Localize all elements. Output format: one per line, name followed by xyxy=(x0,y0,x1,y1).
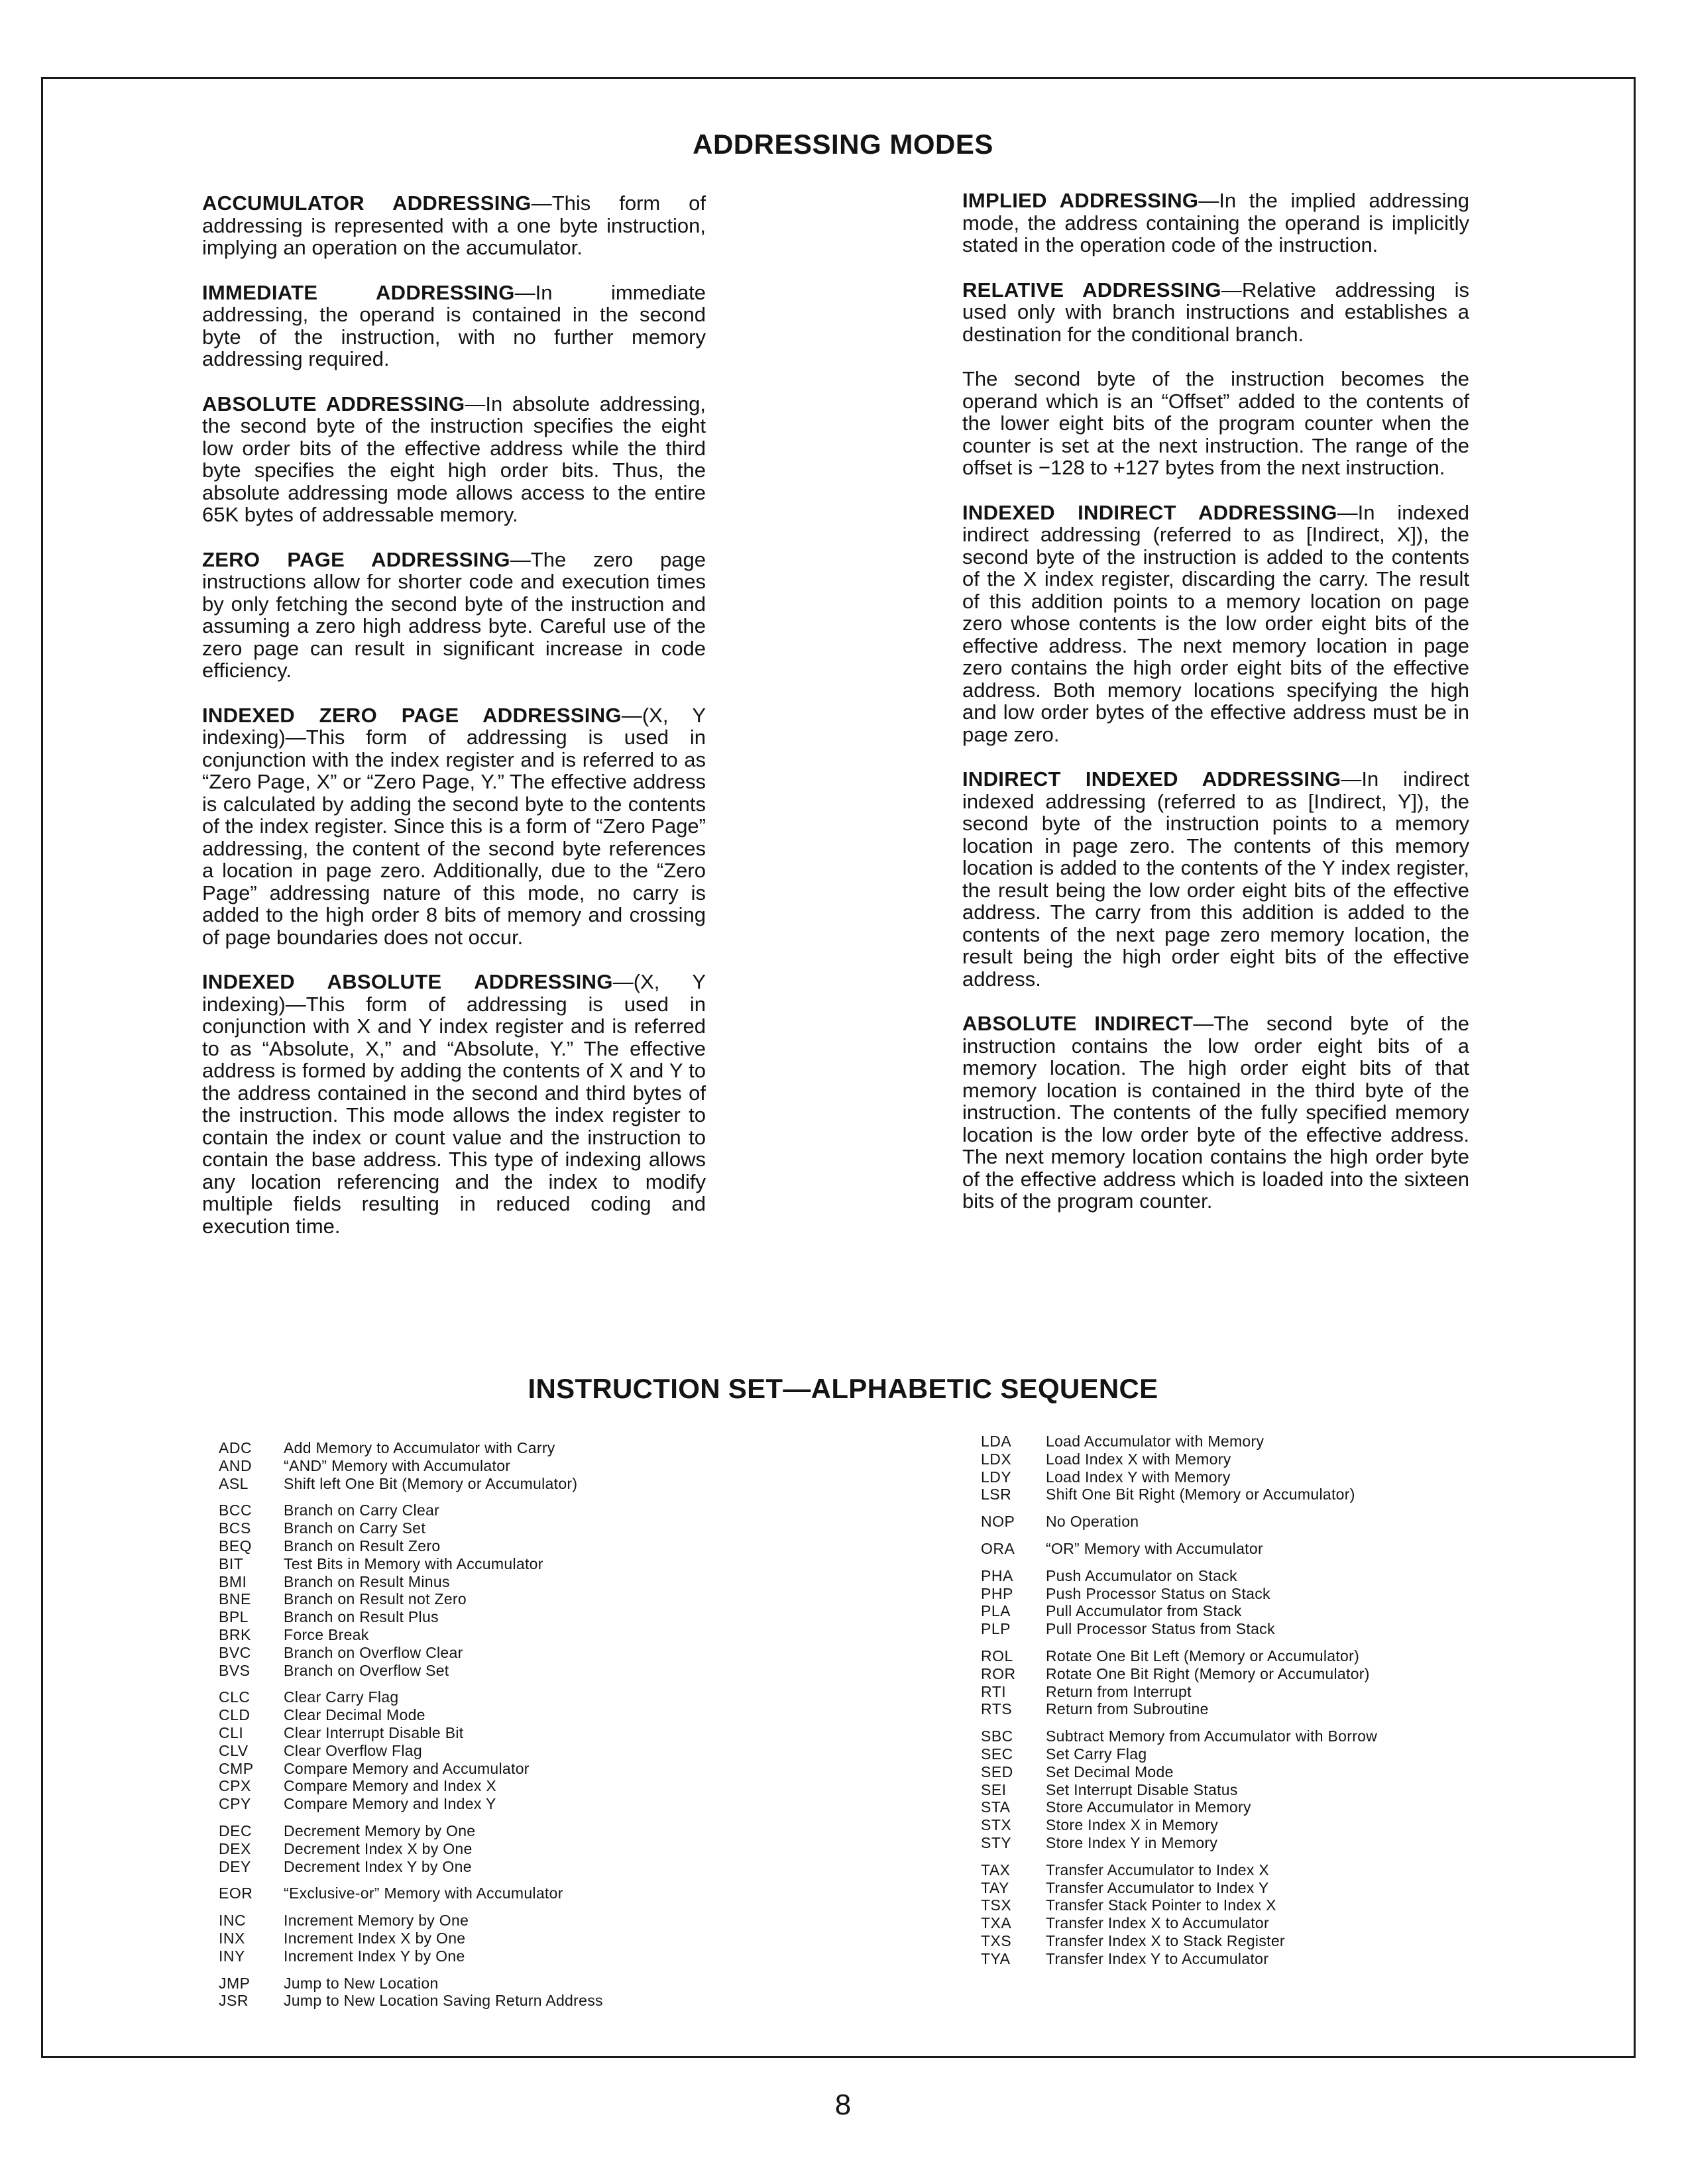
instruction-group xyxy=(981,1540,1511,1558)
instruction-row xyxy=(981,1896,1511,1914)
addressing-mode-paragraph xyxy=(962,502,1469,746)
instruction-row xyxy=(219,1742,749,1760)
instruction-row xyxy=(981,1602,1511,1620)
instruction-mnemonic: CLI xyxy=(219,1723,244,1741)
instruction-mnemonic: BVS xyxy=(219,1661,251,1679)
instruction-mnemonic: BRK xyxy=(219,1625,251,1643)
page-title: ADDRESSING MODES xyxy=(693,129,993,160)
instruction-mnemonic: INX xyxy=(219,1929,245,1947)
addressing-mode-heading: ACCUMULATOR ADDRESSING xyxy=(202,191,532,215)
instruction-mnemonic: ORA xyxy=(981,1539,1015,1557)
instruction-row xyxy=(981,1861,1511,1879)
instruction-mnemonic: INC xyxy=(219,1912,247,1930)
addressing-modes-left-column xyxy=(202,192,706,1260)
instruction-description: Transfer Index X to Accumulator xyxy=(1046,1914,1269,1932)
instruction-mnemonic: TYA xyxy=(981,1949,1011,1967)
addressing-mode-text: —In absolute addressing, the second byte of the instruction specifies the eight low order bits of the effective address while the third byte specifies the eight high order bits. Thus, the absolute addressing mode allows access to the entire 65K bytes of addressable memory. xyxy=(202,392,706,526)
instruction-group xyxy=(219,1884,749,1902)
instruction-group xyxy=(981,1861,1511,1968)
instruction-description: Decrement Index X by One xyxy=(284,1839,473,1857)
instruction-description: Transfer Accumulator to Index Y xyxy=(1046,1879,1269,1896)
instruction-list-left xyxy=(219,1439,749,2019)
addressing-mode-text: —The zero page instructions allow for shorter code and execution times by only fetching the second byte of the instruction and assuming a zero high address byte. Careful use of the zero page can result in significant increase in code efficiency. xyxy=(202,547,706,682)
instruction-mnemonic: CLV xyxy=(219,1741,249,1759)
instruction-description: Subtract Memory from Accumulator with Borrow xyxy=(1046,1727,1378,1745)
instruction-description: Rotate One Bit Left (Memory or Accumulator) xyxy=(1046,1647,1360,1665)
instruction-mnemonic: ADC xyxy=(219,1439,253,1456)
addressing-mode-text: —(X, Y indexing)—This form of addressing is used in conjunction with the index register and is referred to as “Zero Page, X” or “Zero Page, Y.” The effective address is calculated by adding the second byte to the contents of the index register. Since this is a form of “Zero Page” addressing, the content of the second byte references a location in page zero. Additionally, due to the “Zero Page” addressing nature of this mode, no carry is added to the high order 8 bits of memory and crossing of page boundaries does not occur. xyxy=(202,703,706,949)
instruction-mnemonic: BCC xyxy=(219,1502,253,1519)
instruction-mnemonic: PLP xyxy=(981,1620,1011,1638)
instruction-description: Shift left One Bit (Memory or Accumulator) xyxy=(284,1474,578,1492)
instruction-description: Branch on Overflow Clear xyxy=(284,1643,463,1661)
instruction-mnemonic: LDY xyxy=(981,1468,1012,1486)
instruction-group xyxy=(219,1688,749,1813)
instruction-row xyxy=(981,1647,1511,1665)
instruction-group xyxy=(219,1912,749,1965)
instruction-row xyxy=(981,1486,1511,1503)
instruction-mnemonic: TXA xyxy=(981,1914,1012,1932)
instruction-row xyxy=(981,1763,1511,1781)
instruction-group xyxy=(219,1975,749,2010)
addressing-mode-text: —The second byte of the instruction contains the low order eight bits of a memory location. The high order eight bits of that memory location is contained in the third byte of the instruction. The contents of the fully specified memory location is the low order byte of the effective address. The next memory location contains the high order byte of the effective address which is loaded into the sixteen bits of the program counter. xyxy=(962,1012,1469,1213)
instruction-row xyxy=(219,1457,749,1475)
instruction-row xyxy=(981,1468,1511,1486)
instruction-description: Branch on Carry Set xyxy=(284,1519,426,1537)
instruction-group xyxy=(219,1439,749,1492)
instruction-row xyxy=(219,1992,749,2010)
addressing-mode-text: —In immediate addressing, the operand is contained in the second byte of the instruction, with no further memory addressing required. xyxy=(202,280,706,370)
instruction-row xyxy=(981,1585,1511,1603)
instruction-description: Store Accumulator in Memory xyxy=(1046,1798,1251,1816)
instruction-row xyxy=(219,1706,749,1724)
instruction-description: Branch on Result Minus xyxy=(284,1572,450,1590)
instruction-row xyxy=(219,1760,749,1778)
instruction-description: Pull Accumulator from Stack xyxy=(1046,1602,1242,1620)
instruction-row xyxy=(981,1816,1511,1834)
addressing-mode-heading: RELATIVE ADDRESSING xyxy=(962,278,1221,301)
addressing-mode-heading: INDEXED INDIRECT ADDRESSING xyxy=(962,500,1337,524)
instruction-mnemonic: SEI xyxy=(981,1780,1007,1798)
addressing-mode-heading: IMMEDIATE ADDRESSING xyxy=(202,280,515,304)
instruction-description: Compare Memory and Accumulator xyxy=(284,1759,530,1777)
instruction-group xyxy=(981,1513,1511,1531)
instruction-description: Force Break xyxy=(284,1625,369,1643)
instruction-description: Store Index X in Memory xyxy=(1046,1816,1219,1834)
instruction-description: Set Carry Flag xyxy=(1046,1745,1147,1763)
instruction-row xyxy=(219,1912,749,1930)
addressing-mode-text: —(X, Y indexing)—This form of addressing is used in conjunction with X and Y index register and is referred to as “Absolute, X,” and “Absolute, Y.” The effective address is formed by adding the contents of X and Y to the address contained in the second and third bytes of the instruction. This mode allows the index register to contain the index or count value and the instruction to contain the base address. This type of indexing allows any location referencing and the index to modify multiple fields resulting in reduced coding and execution time. xyxy=(202,970,706,1238)
instruction-mnemonic: SED xyxy=(981,1763,1013,1780)
instruction-row xyxy=(219,1840,749,1858)
instruction-row xyxy=(219,1795,749,1813)
addressing-mode-heading: ABSOLUTE INDIRECT xyxy=(962,1012,1194,1035)
instruction-row xyxy=(219,1519,749,1537)
instruction-mnemonic: BPL xyxy=(219,1608,249,1626)
instruction-mnemonic: BEQ xyxy=(219,1537,253,1555)
instruction-description: Decrement Memory by One xyxy=(284,1822,476,1839)
instruction-description: Push Accumulator on Stack xyxy=(1046,1566,1237,1584)
instruction-row xyxy=(981,1781,1511,1799)
instruction-row xyxy=(981,1433,1511,1450)
instruction-description: Increment Index Y by One xyxy=(284,1947,465,1965)
instruction-group xyxy=(981,1727,1511,1852)
instruction-mnemonic: DEY xyxy=(219,1857,251,1875)
instruction-description: “Exclusive-or” Memory with Accumulator xyxy=(284,1884,563,1902)
instruction-description: Transfer Stack Pointer to Index X xyxy=(1046,1896,1276,1914)
instruction-row xyxy=(981,1700,1511,1718)
instruction-mnemonic: CPY xyxy=(219,1795,251,1813)
instruction-description: Return from Interrupt xyxy=(1046,1682,1192,1700)
instruction-row xyxy=(981,1620,1511,1638)
instruction-row xyxy=(981,1450,1511,1468)
instruction-mnemonic: CPX xyxy=(219,1777,251,1795)
addressing-mode-text: —In indirect indexed addressing (referred to as [Indirect, Y]), the second byte of the instruction points to a memory location in page zero. The contents of this memory location is added to the contents of the Y index register, the result being the low order eight bits of the effective address. The carry from this addition is added to the contents of the next page zero memory location, the result being the high order eight bits of the effective address. xyxy=(962,767,1469,991)
instruction-row xyxy=(219,1608,749,1626)
instruction-group xyxy=(219,1502,749,1679)
instruction-description: “AND” Memory with Accumulator xyxy=(284,1456,511,1474)
instruction-mnemonic: PHA xyxy=(981,1566,1013,1584)
addressing-mode-paragraph xyxy=(962,1012,1469,1213)
instruction-description: Jump to New Location Saving Return Address xyxy=(284,1992,603,2010)
instruction-description: Clear Decimal Mode xyxy=(284,1706,425,1724)
instruction-mnemonic: LSR xyxy=(981,1486,1012,1503)
instruction-row xyxy=(981,1932,1511,1950)
instruction-row xyxy=(981,1567,1511,1585)
addressing-mode-paragraph xyxy=(202,704,706,949)
instruction-mnemonic: STX xyxy=(981,1816,1012,1834)
addressing-mode-heading: INDEXED ABSOLUTE ADDRESSING xyxy=(202,970,613,993)
instruction-row xyxy=(219,1590,749,1608)
instruction-row xyxy=(219,1555,749,1573)
instruction-description: Jump to New Location xyxy=(284,1974,439,1992)
instruction-row xyxy=(219,1502,749,1519)
instruction-row xyxy=(219,1626,749,1644)
addressing-mode-paragraph xyxy=(962,368,1469,479)
instruction-row xyxy=(219,1662,749,1680)
instruction-description: Store Index Y in Memory xyxy=(1046,1833,1218,1851)
instruction-mnemonic: BVC xyxy=(219,1643,251,1661)
instruction-row xyxy=(219,1688,749,1706)
instruction-row xyxy=(219,1537,749,1555)
instruction-description: Decrement Index Y by One xyxy=(284,1857,472,1875)
instruction-description: Push Processor Status on Stack xyxy=(1046,1584,1270,1602)
instruction-mnemonic: LDA xyxy=(981,1433,1012,1450)
instruction-mnemonic: ROR xyxy=(981,1665,1016,1682)
instruction-row xyxy=(981,1745,1511,1763)
instruction-mnemonic: RTI xyxy=(981,1682,1007,1700)
instruction-mnemonic: PHP xyxy=(981,1584,1013,1602)
instruction-description: Return from Subroutine xyxy=(1046,1700,1209,1718)
instruction-group xyxy=(981,1647,1511,1718)
instruction-row xyxy=(981,1914,1511,1932)
instruction-mnemonic: BMI xyxy=(219,1572,247,1590)
instruction-mnemonic: CLD xyxy=(219,1706,251,1724)
instruction-row xyxy=(981,1513,1511,1531)
instruction-row xyxy=(219,1439,749,1457)
instruction-description: Set Decimal Mode xyxy=(1046,1763,1174,1780)
instruction-row xyxy=(219,1475,749,1493)
instruction-mnemonic: BIT xyxy=(219,1555,244,1572)
instruction-description: Increment Index X by One xyxy=(284,1929,466,1947)
instruction-description: Test Bits in Memory with Accumulator xyxy=(284,1555,543,1572)
addressing-mode-text: —In the implied addressing mode, the address containing the operand is implicitly stated in the operation code of the instruction. xyxy=(962,189,1469,256)
instruction-mnemonic: TAY xyxy=(981,1879,1009,1896)
instruction-mnemonic: JSR xyxy=(219,1992,249,2010)
instruction-mnemonic: INY xyxy=(219,1947,245,1965)
instruction-description: Transfer Index X to Stack Register xyxy=(1046,1932,1285,1949)
instruction-mnemonic: AND xyxy=(219,1456,253,1474)
instruction-row xyxy=(981,1683,1511,1701)
instruction-description: Rotate One Bit Right (Memory or Accumulator) xyxy=(1046,1665,1370,1682)
addressing-mode-heading: INDIRECT INDEXED ADDRESSING xyxy=(962,767,1341,791)
addressing-mode-heading: ZERO PAGE ADDRESSING xyxy=(202,547,510,571)
instruction-list-right xyxy=(981,1433,1511,1977)
instruction-mnemonic: SBC xyxy=(981,1727,1013,1745)
instruction-description: Branch on Result Plus xyxy=(284,1608,439,1626)
addressing-mode-text: —This form of addressing is represented with a one byte instruction, implying an operation on the accumulator. xyxy=(202,191,706,259)
instruction-row xyxy=(219,1822,749,1840)
instruction-row xyxy=(219,1777,749,1795)
instruction-description: “OR” Memory with Accumulator xyxy=(1046,1539,1263,1557)
instruction-description: Branch on Carry Clear xyxy=(284,1502,440,1519)
instruction-description: Pull Processor Status from Stack xyxy=(1046,1620,1275,1638)
addressing-mode-paragraph xyxy=(962,190,1469,256)
addressing-mode-text: The second byte of the instruction becomes the operand which is an “Offset” added to the contents of the lower eight bits of the program counter when the counter is set at the next instruction. The range of the offset is −128 to +127 bytes from the next instruction. xyxy=(962,367,1469,479)
addressing-mode-text: —In indexed indirect addressing (referred to as [Indirect, X]), the second byte of the instruction is added to the contents of the X index register, discarding the carry. The result of this addition points to a memory location on page zero whose contents is the low order eight bits of the effective address. The next memory location in page zero contains the high order eight bits of the effective address. Both memory locations specifying the high and low order bytes of the effective address must be in page zero. xyxy=(962,500,1470,746)
instruction-description: Branch on Result Zero xyxy=(284,1537,441,1555)
addressing-mode-paragraph xyxy=(202,393,706,526)
instruction-row xyxy=(981,1879,1511,1897)
addressing-mode-paragraph xyxy=(962,279,1469,346)
instruction-mnemonic: CLC xyxy=(219,1688,251,1706)
addressing-mode-paragraph xyxy=(962,768,1469,990)
instruction-description: Load Accumulator with Memory xyxy=(1046,1433,1264,1450)
instruction-mnemonic: ASL xyxy=(219,1474,249,1492)
instruction-row xyxy=(219,1930,749,1947)
instruction-description: Compare Memory and Index Y xyxy=(284,1795,496,1813)
instruction-row xyxy=(219,1573,749,1591)
instruction-description: Clear Carry Flag xyxy=(284,1688,399,1706)
instruction-mnemonic: BNE xyxy=(219,1590,251,1608)
instruction-group xyxy=(219,1822,749,1875)
instruction-row xyxy=(219,1884,749,1902)
instruction-mnemonic: STY xyxy=(981,1833,1012,1851)
instruction-description: Shift One Bit Right (Memory or Accumulator) xyxy=(1046,1486,1355,1503)
instruction-description: Branch on Result not Zero xyxy=(284,1590,467,1608)
addressing-mode-paragraph xyxy=(202,971,706,1237)
instruction-mnemonic: BCS xyxy=(219,1519,251,1537)
instruction-mnemonic: CMP xyxy=(219,1759,254,1777)
addressing-mode-heading: INDEXED ZERO PAGE ADDRESSING xyxy=(202,703,622,727)
instruction-mnemonic: TSX xyxy=(981,1896,1012,1914)
instruction-mnemonic: NOP xyxy=(981,1513,1015,1531)
instruction-description: Clear Overflow Flag xyxy=(284,1741,422,1759)
instruction-description: Transfer Accumulator to Index X xyxy=(1046,1861,1269,1879)
instruction-row xyxy=(219,1644,749,1662)
instruction-row xyxy=(219,1858,749,1876)
addressing-mode-paragraph xyxy=(202,192,706,259)
instruction-description: Compare Memory and Index X xyxy=(284,1777,496,1795)
addressing-mode-text: —Relative addressing is used only with branch instructions and establishes a destination for the conditional branch. xyxy=(962,278,1470,346)
instruction-description: Set Interrupt Disable Status xyxy=(1046,1780,1238,1798)
instruction-mnemonic: EOR xyxy=(219,1884,253,1902)
instruction-description: Increment Memory by One xyxy=(284,1912,469,1930)
instruction-description: Transfer Index Y to Accumulator xyxy=(1046,1949,1269,1967)
instruction-description: Load Index X with Memory xyxy=(1046,1450,1231,1468)
instruction-mnemonic: RTS xyxy=(981,1700,1013,1718)
instruction-group xyxy=(981,1433,1511,1503)
instruction-mnemonic: DEX xyxy=(219,1839,251,1857)
instruction-row xyxy=(981,1540,1511,1558)
instruction-mnemonic: SEC xyxy=(981,1745,1013,1763)
instruction-description: Branch on Overflow Set xyxy=(284,1661,449,1679)
addressing-mode-paragraph xyxy=(202,549,706,682)
instruction-row xyxy=(981,1834,1511,1852)
addressing-mode-heading: ABSOLUTE ADDRESSING xyxy=(202,392,465,415)
instruction-mnemonic: TXS xyxy=(981,1932,1012,1949)
addressing-modes-right-column xyxy=(962,190,1469,1235)
instruction-row xyxy=(981,1950,1511,1968)
instruction-description: Clear Interrupt Disable Bit xyxy=(284,1723,464,1741)
instruction-row xyxy=(981,1798,1511,1816)
instruction-mnemonic: LDX xyxy=(981,1450,1012,1468)
instruction-row xyxy=(219,1975,749,1993)
instruction-set-title: INSTRUCTION SET—ALPHABETIC SEQUENCE xyxy=(528,1373,1158,1404)
addressing-mode-paragraph xyxy=(202,282,706,370)
instruction-row xyxy=(981,1727,1511,1745)
instruction-row xyxy=(219,1947,749,1965)
instruction-mnemonic: DEC xyxy=(219,1822,253,1839)
instruction-group xyxy=(981,1567,1511,1638)
page-number: 8 xyxy=(834,2089,852,2121)
instruction-row xyxy=(219,1724,749,1742)
instruction-mnemonic: STA xyxy=(981,1798,1011,1816)
instruction-row xyxy=(981,1665,1511,1683)
instruction-description: No Operation xyxy=(1046,1513,1139,1531)
instruction-mnemonic: PLA xyxy=(981,1602,1011,1620)
instruction-description: Add Memory to Accumulator with Carry xyxy=(284,1439,555,1456)
instruction-mnemonic: TAX xyxy=(981,1861,1011,1879)
addressing-mode-heading: IMPLIED ADDRESSING xyxy=(962,189,1199,212)
instruction-mnemonic: ROL xyxy=(981,1647,1013,1665)
instruction-mnemonic: JMP xyxy=(219,1974,251,1992)
instruction-description: Load Index Y with Memory xyxy=(1046,1468,1231,1486)
